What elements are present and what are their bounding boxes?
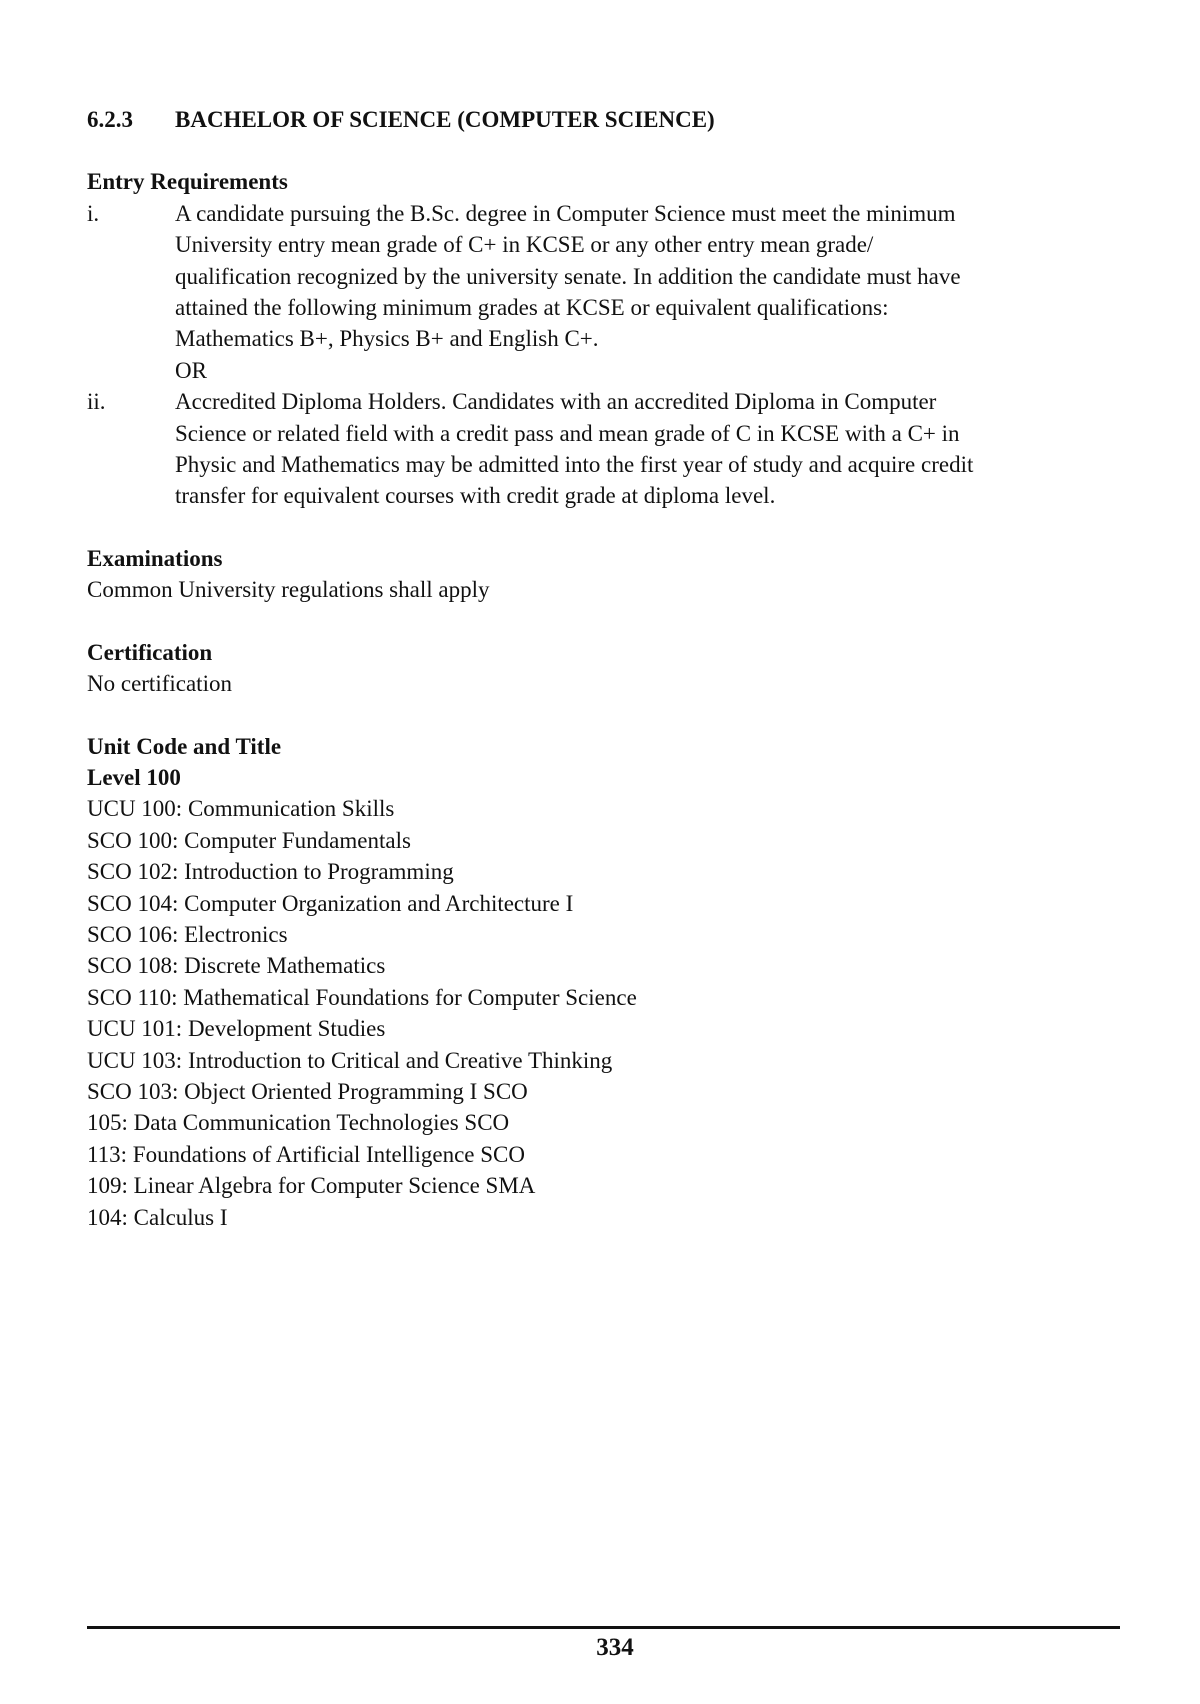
unit-line: 104: Calculus I [87, 1204, 228, 1230]
unit-line: SCO 108: Discrete Mathematics [87, 953, 386, 979]
examinations-text: Common University regulations shall apply [87, 577, 490, 603]
units-title: Unit Code and Title [87, 733, 282, 759]
requirement-marker: i. [87, 200, 100, 226]
requirement-line: qualification recognized by the university senate. In addition the candidate must have [175, 263, 961, 289]
entry-requirements-section [87, 166, 1127, 511]
requirement-line: transfer for equivalent courses with credit grade at diploma level. [175, 483, 776, 509]
requirement-line: University entry mean grade of C+ in KCSE or any other entry mean grade/ [175, 232, 874, 258]
requirement-line: attained the following minimum grades at KCSE or equivalent qualifications: [175, 295, 889, 321]
certification-text: No certification [87, 671, 232, 697]
certification-section [87, 637, 1127, 700]
requirement-line: Science or related field with a credit pass and mean grade of C in KCSE with a C+ in [175, 420, 960, 446]
unit-line: UCU 101: Development Studies [87, 1016, 386, 1042]
examinations-section [87, 543, 1127, 606]
requirement-text [175, 198, 1127, 355]
requirement-item-2 [87, 386, 1127, 512]
unit-line: SCO 100: Computer Fundamentals [87, 827, 411, 853]
unit-line: UCU 103: Introduction to Critical and Creative Thinking [87, 1047, 613, 1073]
certification-title: Certification [87, 639, 213, 665]
unit-line: 113: Foundations of Artificial Intelligence SCO [87, 1141, 525, 1167]
unit-line: SCO 103: Object Oriented Programming I SCO [87, 1078, 528, 1104]
requirement-line: A candidate pursuing the B.Sc. degree in Computer Science must meet the minimum [175, 200, 956, 226]
section-number: 6.2.3 [87, 107, 133, 132]
level-title: Level 100 [87, 764, 181, 790]
entry-requirements-title: Entry Requirements [87, 169, 288, 195]
requirement-text [175, 386, 1127, 512]
requirement-line: Mathematics B+, Physics B+ and English C+. [175, 326, 599, 352]
section-heading [87, 104, 1127, 135]
unit-line: SCO 102: Introduction to Programming [87, 859, 454, 885]
section-title: BACHELOR OF SCIENCE (COMPUTER SCIENCE) [175, 107, 715, 132]
page-content [87, 104, 1127, 1233]
unit-line: SCO 110: Mathematical Foundations for Computer Science [87, 984, 637, 1010]
examinations-title: Examinations [87, 545, 223, 571]
unit-line: SCO 106: Electronics [87, 921, 288, 947]
requirement-marker: ii. [87, 389, 106, 415]
requirement-line: Accredited Diploma Holders. Candidates with an accredited Diploma in Computer [175, 389, 937, 415]
unit-line: SCO 104: Computer Organization and Architecture I [87, 890, 574, 916]
unit-line: 105: Data Communication Technologies SCO [87, 1110, 510, 1136]
or-separator: OR [175, 357, 207, 383]
unit-line: 109: Linear Algebra for Computer Science SMA [87, 1173, 536, 1199]
unit-line: UCU 100: Communication Skills [87, 796, 395, 822]
footer-divider [87, 1626, 1120, 1629]
units-section [87, 731, 1127, 1234]
page-number: 334 [596, 1634, 634, 1661]
requirement-line: Physic and Mathematics may be admitted into the first year of study and acquire credit [175, 452, 974, 478]
requirement-item-1 [87, 198, 1127, 355]
